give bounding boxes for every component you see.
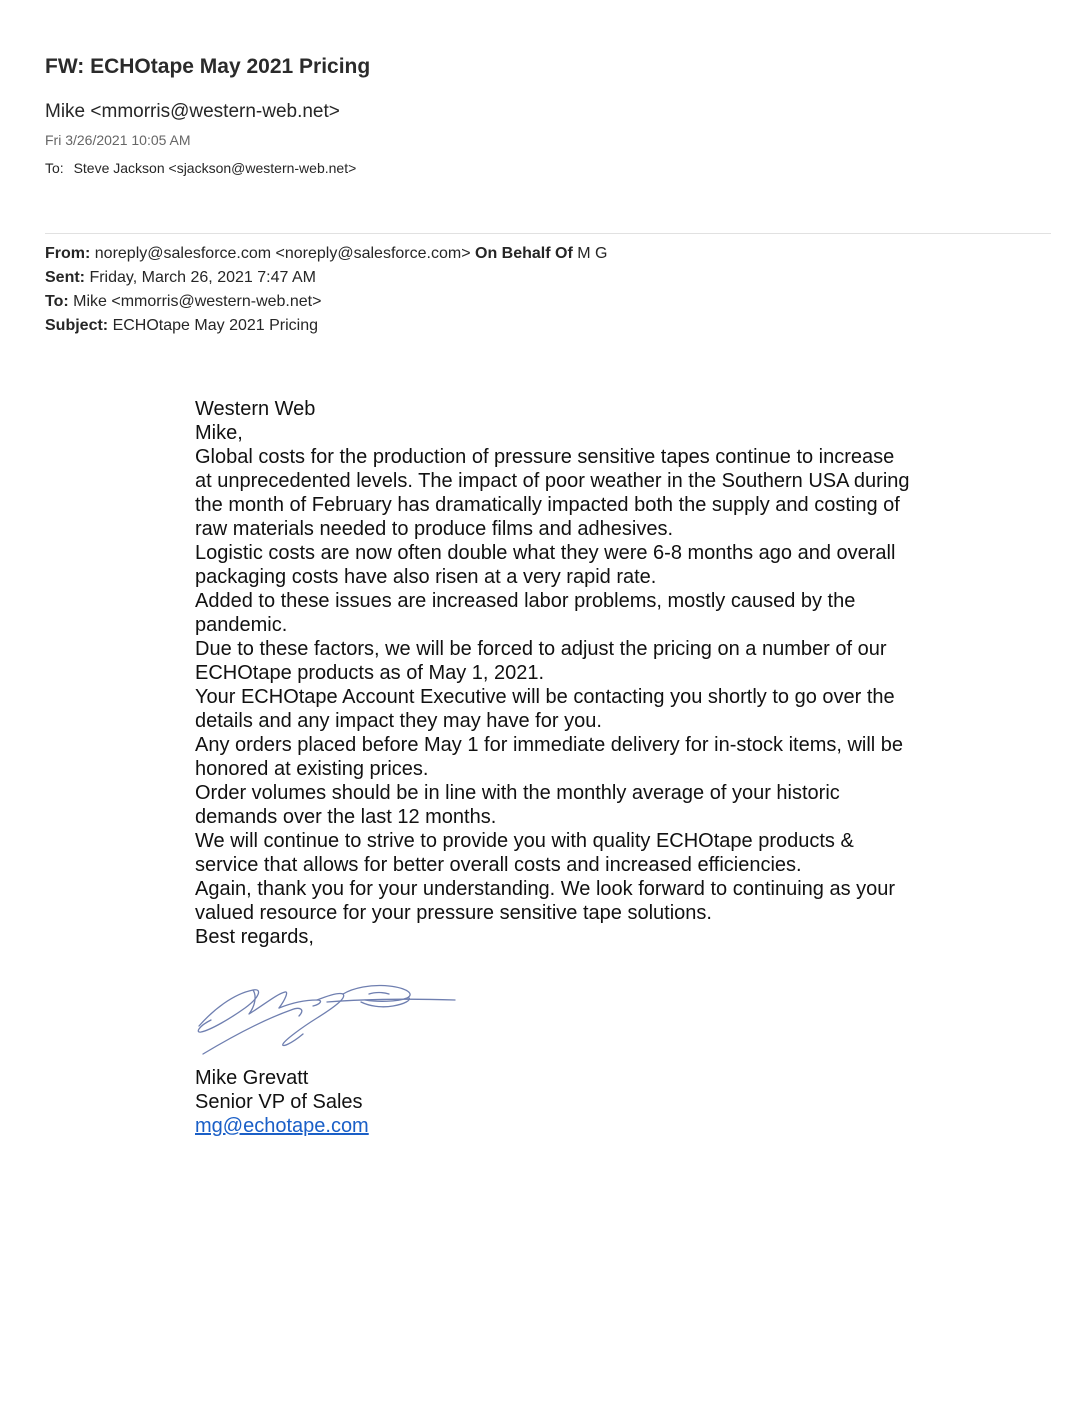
body-paragraph: Again, thank you for your understanding. We look forward to continuing as your valued resource for your pressure sensitive tape solutions. xyxy=(195,878,896,924)
signer-email-link[interactable]: mg@echotape.com xyxy=(195,1115,369,1137)
body-paragraph: Order volumes should be in line with the monthly average of your historic demands over the last 12 months. xyxy=(195,782,840,828)
forwarded-sent-value: Friday, March 26, 2021 7:47 AM xyxy=(89,269,316,286)
email-sent-time: Fri 3/26/2021 10:05 AM xyxy=(45,132,191,148)
forwarded-sent-label: Sent: xyxy=(45,269,85,286)
email-recipient-line xyxy=(45,160,356,176)
body-paragraph: Due to these factors, we will be forced to adjust the pricing on a number of our ECHOtape products as of May 1, 2021. xyxy=(195,638,887,684)
body-paragraph: Added to these issues are increased labor problems, mostly caused by the pandemic. xyxy=(195,590,856,636)
body-paragraph: Western Web xyxy=(195,398,316,420)
body-paragraph: Any orders placed before May 1 for immediate delivery for in-stock items, will be honored at existing prices. xyxy=(195,734,904,780)
forwarded-behalf-label: On Behalf Of xyxy=(475,245,573,262)
forwarded-from-value: noreply@salesforce.com <noreply@salesforce.com> xyxy=(94,245,471,262)
header-divider xyxy=(45,233,1051,234)
forwarded-header xyxy=(45,242,607,338)
forwarded-to-row xyxy=(45,290,607,314)
forwarded-to-value: Mike <mmorris@western-web.net> xyxy=(73,293,322,310)
body-paragraph: Your ECHOtape Account Executive will be contacting you shortly to go over the details and any impact they may have for you. xyxy=(195,686,895,732)
forwarded-sent-row xyxy=(45,266,607,290)
forwarded-from-label: From: xyxy=(45,245,91,262)
body-paragraph: Logistic costs are now often double what they were 6-8 months ago and overall packaging costs have also risen at a very rapid rate. xyxy=(195,542,896,588)
forwarded-subject-value: ECHOtape May 2021 Pricing xyxy=(112,317,319,334)
body-paragraph: Best regards, xyxy=(195,926,314,948)
handwritten-signature-image xyxy=(193,980,458,1058)
forwarded-subject-label: Subject: xyxy=(45,317,109,334)
signature-block xyxy=(195,1066,369,1138)
signer-name: Mike Grevatt xyxy=(195,1067,309,1089)
letter-body xyxy=(195,397,915,949)
signer-email-row xyxy=(195,1114,369,1138)
forwarded-subject-row xyxy=(45,314,607,338)
body-paragraph: We will continue to strive to provide you with quality ECHOtape products & service that allows for better overall costs and increased efficiencies. xyxy=(195,830,854,876)
body-paragraph: Mike, xyxy=(195,422,243,444)
signer-title: Senior VP of Sales xyxy=(195,1091,363,1113)
to-recipient: Steve Jackson <sjackson@western-web.net> xyxy=(73,160,357,176)
forwarded-from-row xyxy=(45,242,607,266)
email-subject-title: FW: ECHOtape May 2021 Pricing xyxy=(45,55,371,78)
forwarded-behalf-value: M G xyxy=(577,245,608,262)
body-paragraph: Global costs for the production of pressure sensitive tapes continue to increase at unprecedented levels. The impact of poor weather in the Southern USA during the month of February has dramatically impacted both the supply and costing of raw materials needed to produce films and adhesives. xyxy=(195,446,910,540)
forwarded-to-label: To: xyxy=(45,293,69,310)
to-label: To: xyxy=(45,160,64,176)
email-sender: Mike <mmorris@western-web.net> xyxy=(45,101,340,122)
